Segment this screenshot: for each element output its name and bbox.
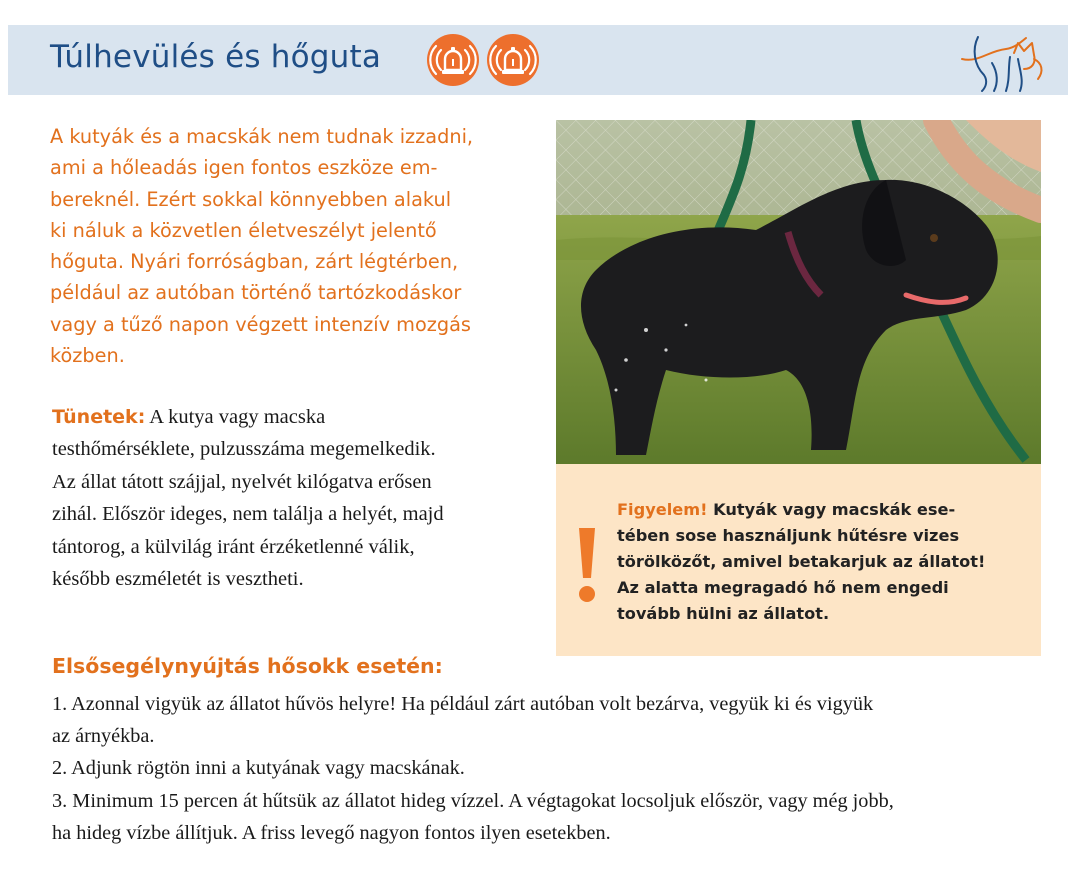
symptoms-line: később eszméletét is vesztheti. [52,568,304,591]
first-aid-heading: Elsősegélynyújtás hősokk esetén: [52,654,443,678]
dog-cat-logo-icon [948,29,1052,95]
symptoms-paragraph [52,401,542,595]
intro-line: A kutyák és a macskák nem tudnak izzadni, [50,125,474,148]
list-item [52,688,1052,752]
page-title: Túlhevülés és hőguta [50,39,382,75]
intro-line: bereknél. Ezért sokkal könnyebben alakul [50,187,452,211]
intro-line: ami a hőleadás igen fontos eszköze em- [50,156,438,180]
symptoms-label: Tünetek: [52,406,146,428]
list-item-line: 3. Minimum 15 percen át hűtsük az állatot hideg vízzel. A végtagokat locsoljuk először, vagy még jobb, [52,789,894,812]
list-item [52,785,1052,849]
exclamation-icon [576,526,598,606]
intro-paragraph [50,121,530,371]
intro-line: közben. [50,344,125,368]
warning-box [556,464,1041,656]
intro-line: hőguta. Nyári forróságban, zárt légtérben, [50,250,459,274]
symptoms-line: zihál. Először ideges, nem találja a helyét, majd [52,503,444,526]
alarm-icon [486,33,540,87]
warning-body: Kutyák vagy macskák ese- [707,500,956,519]
symptoms-line: Az állat tátott szájjal, nyelvét kilógatva erősen [52,470,432,493]
warning-text [617,497,1027,627]
list-item-line: 1. Azonnal vigyük az állatot hűvös helyre! Ha például zárt autóban volt bezárva, vegyük ki és vigyük [52,693,874,715]
header-band [8,25,1068,95]
intro-line: vagy a tűző napon végzett intenzív mozgás [50,312,471,336]
list-item-line: az árnyékba. [52,725,155,748]
symptoms-first-line [52,401,542,433]
intro-line: ki náluk a közvetlen életveszélyt jelentő [50,218,437,242]
symptoms-text: A kutya vagy macska [145,406,326,428]
symptoms-line: tántorog, a külvilág iránt érzéketlenné válik, [52,535,415,558]
symptoms-line: testhőmérséklete, pulzusszáma megemelkedik. [52,438,436,461]
list-item-line: ha hideg vízbe állítjuk. A friss levegő nagyon fontos ilyen esetekben. [52,821,611,844]
dog-photo [556,120,1041,464]
list-item [52,752,1052,784]
warning-line: tovább hülni az állatot. [617,604,830,623]
alarm-icon [426,33,480,87]
warning-first-line [617,497,1027,523]
warning-line: törölközőt, amivel betakarjuk az állatot! [617,552,986,571]
warning-line: tében sose használjunk hűtésre vizes [617,526,960,545]
warning-line: Az alatta megragadó hő nem engedi [617,578,949,597]
intro-line: például az autóban történő tartózkodáskor [50,281,462,305]
warning-label: Figyelem! [617,500,708,519]
list-item-line: 2. Adjunk rögtön inni a kutyának vagy macskának. [52,757,465,780]
first-aid-list [52,688,1052,849]
